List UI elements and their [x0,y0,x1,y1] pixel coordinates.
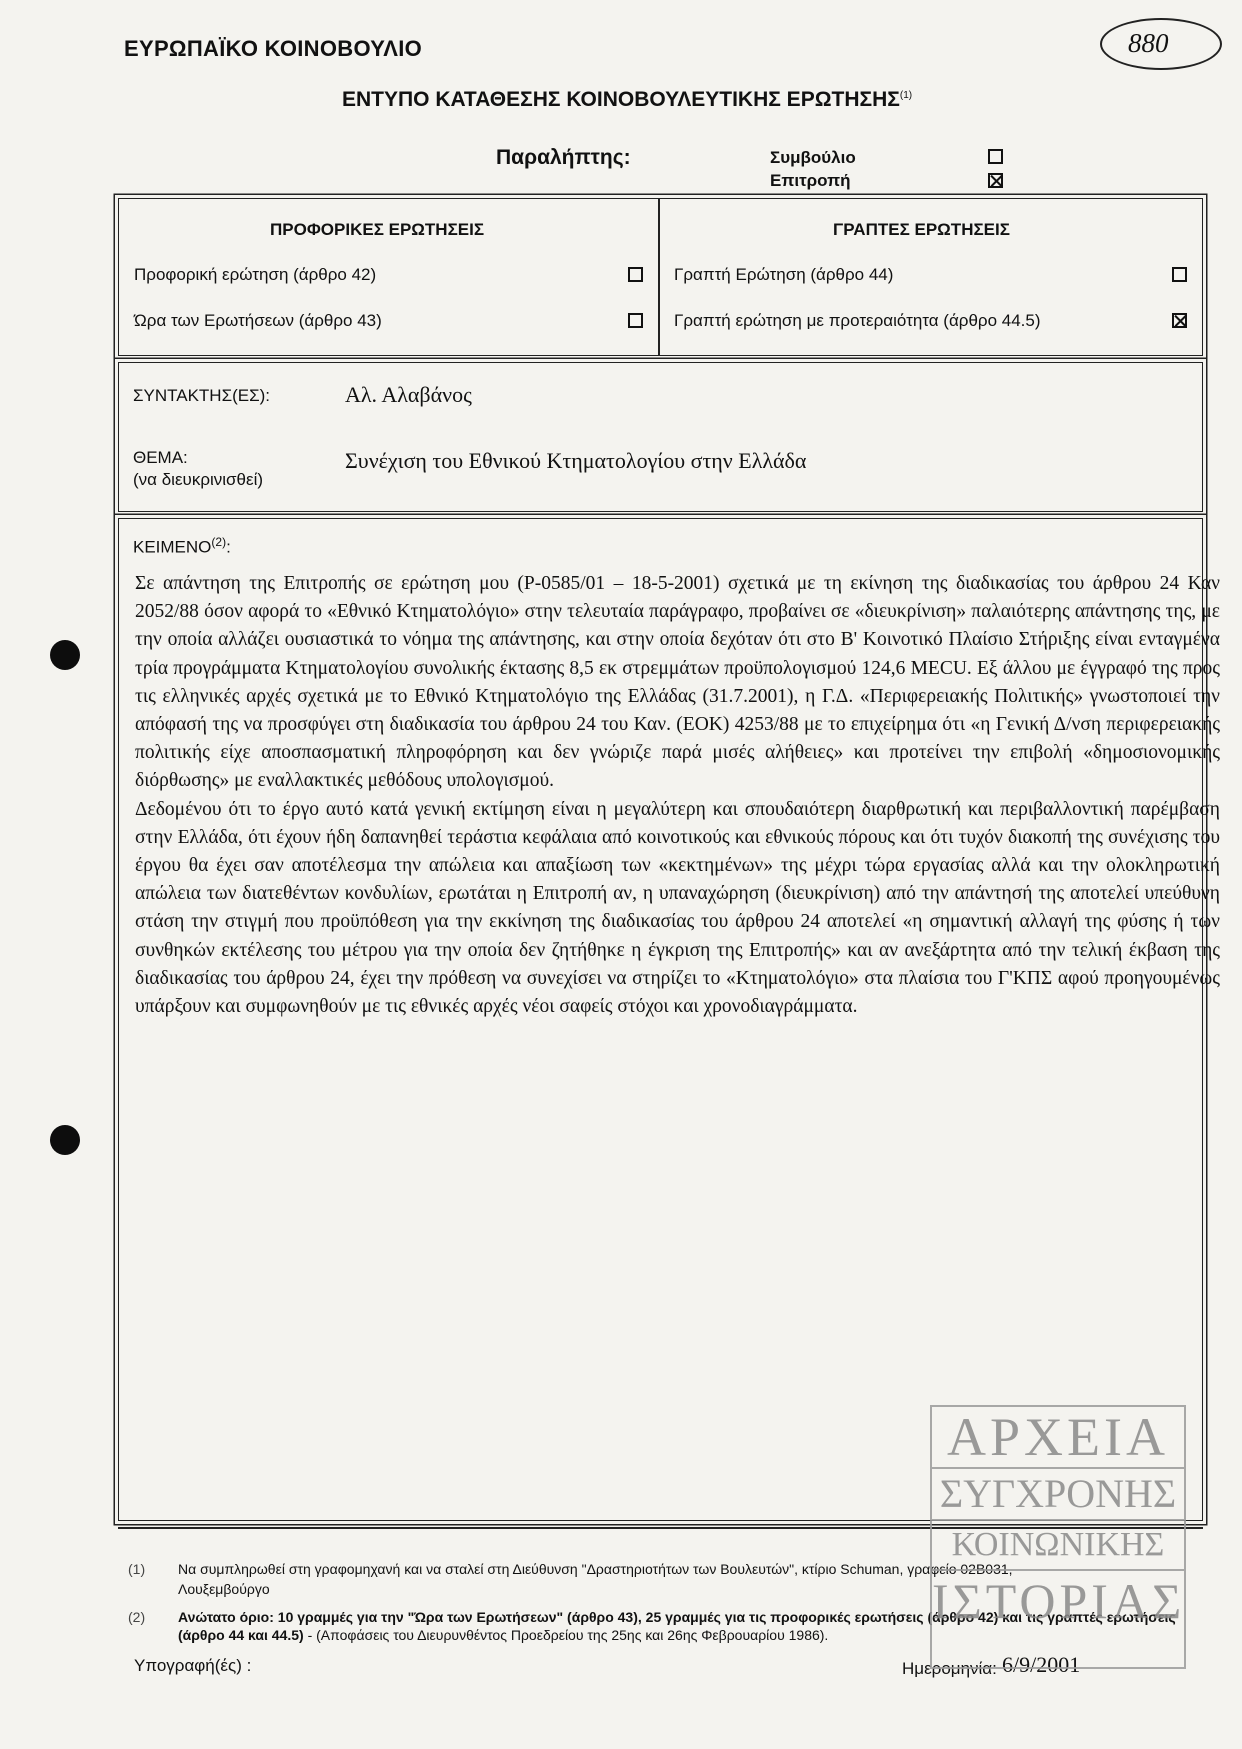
text-section-label [133,535,231,558]
archive-watermark-stamp [930,1405,1186,1669]
punch-hole-bottom [50,1125,80,1155]
question-time-label: Ώρα των Ερωτήσεων (άρθρο 43) [134,311,382,330]
stamp-line-4: ΙΣΤΟΡΙΑΣ [932,1569,1184,1631]
question-body [135,570,1220,1021]
recipient-commission-label: Επιτροπή [770,171,851,190]
date-value: 6/9/2001 [1002,1652,1081,1677]
text-label: ΚΕΙΜΕΝΟ [133,537,212,557]
written-question-label: Γραπτή Ερώτηση (άρθρο 44) [674,265,894,284]
recipient-council-label: Συμβούλιο [770,148,856,167]
recipient-label: Παραλήπτης: [496,146,631,169]
priority-written-question-checkbox[interactable] [1172,313,1187,328]
stamp-number: 880 [1128,28,1169,58]
text-label-footnote-ref: (2) [211,535,227,549]
footnote-1-line-1: Να συμπληρωθεί στη γραφομηχανή και να σταλεί στη Διεύθυνση "Δραστηριοτήτων των Βουλευτών", κτίριο Schuman, γραφείο 02B031, [178,1561,1013,1577]
priority-written-question-label: Γραπτή ερώτηση με προτεραιότητα (άρθρο 44.5) [674,311,1041,330]
footnote-2-rest: - (Αποφάσεις του Διευρυνθέντος Προεδρείου της 25ης και 26ης Φεβρουαρίου 1986). [303,1627,829,1643]
written-questions-heading: ΓΡΑΠΤΕΣ ΕΡΩΤΗΣΕΙΣ [833,220,1010,239]
footnote-2-marker: (2) [128,1609,146,1625]
stamp-line-1: ΑΡΧΕΙΑ [947,1407,1169,1467]
form-title [342,88,912,112]
question-paragraph-1: Σε απάντηση της Επιτροπής σε ερώτηση μου (P-0585/01 – 18-5-2001) σχετικά με τη εκίνηση της διαδικασίας του άρθρου 24 Καν 2052/88 όσον αφορά το «Εθνικό Κτηματολόγιο» στην τελευταία παράγραφο, προβαίνει σε «διευκρίνιση» παλαιότερης απάντησης της, με την οποία αλλάζει ουσιαστικά το νόημα της απάντησης, και στην οποία δεχόταν ότι στο Β' Κοινοτικό Πλαίσιο Στήριξης είναι ενταγμένα τρία προγράμματα Κτηματολογίου συνολικής έκτασης 8,5 εκ στρεμμάτων προϋπολογισμού 124,6 MECU. Εξ άλλου με έγγραφό της προς τις ελληνικές αρχές σχετικά με το Εθνικό Κτηματολόγιο της Ελλάδας (31.7.2001), η Γ.Δ. «Περιφερειακής Πολιτικής» γνωστοποιεί την απόφασή της να προσφύγει στη διαδικασία του άρθρου 24 του Καν. (ΕΟΚ) 4253/88 με το επιχείρημα ότι «η Γενική Δ/νση περιφερειακής πολιτικής είχε αποσπασματική πληροφόρηση και δεν γνώριζε παρά μισές αλήθειες» και προτείνει την επιβολή «δημοσιονομικής διόρθωσης» με εναλλακτικές μεθόδους υπολογισμού. [135,573,1220,792]
signature-label: Υπογραφή(ές) : [134,1656,252,1675]
recipient-council-checkbox[interactable] [988,149,1003,164]
question-paragraph-2: Δεδομένου ότι το έργο αυτό κατά γενική εκτίμηση είναι η μεγαλύτερη και σπουδαιότερη διαρθρωτική και περιβαλλοντική παρέμβαση στην Ελλάδα, ότι έχουν ήδη δαπανηθεί τεράστια κεφάλαια από κοινοτικούς και εθνικούς πόρους και ότι τυχόν διακοπή της συνέχισης του έργου θα έχει σαν αποτέλεσμα την απώλεια και απαξίωση των «κεκτημένων» της μέχρι τώρα εργασίας αλλά και την ολοκληρωτική απώλεια των διατεθέντων κονδυλίων, ερωτάται η Επιτροπή αν, η υπαναχώρηση (διευκρίνιση) από την απάντησή της αποτελεί υπεύθυνη στάση την στιγμή που προϋπόθεση για την εκκίνηση της διαδικασίας του άρθρου 24 αποτελεί «η σημαντική αλλαγή της φύσης ή των συνθηκών εκτέλεσης του μέτρου για την οποία δεν ζητήθηκε η έγκριση της Επιτροπής» και αν ανεξάρτητα από την τελική έκβαση της διαδικασίας του άρθρου 24, έχει την πρόθεση να συνεχίσει να στηρίζει το «Κτηματολόγιο» στα πλαίσια του Γ'ΚΠΣ αφού προηγουμένως υπάρξουν και συμφωνηθούν με τις εθνικές αρχές νέοι σαφείς στόχοι και χρονοδιαγράμματα. [135,798,1220,1018]
subject-label: ΘΕΜΑ: [133,448,188,467]
oral-question-checkbox[interactable] [628,267,643,282]
stamp-line-3: ΚΟΙΝΩΝΙΚΗΣ [932,1519,1184,1569]
author-subject-table [118,362,1203,512]
oral-questions-heading: ΠΡΟΦΟΡΙΚΕΣ ΕΡΩΤΗΣΕΙΣ [270,220,485,239]
question-time-checkbox[interactable] [628,313,643,328]
recipient-commission-checkbox[interactable] [988,173,1003,188]
subject-value: Συνέχιση του Εθνικού Κτηματολογίου στην Ελλάδα [345,448,807,473]
text-label-suffix: : [226,537,231,557]
form-title-footnote-ref: (1) [899,90,913,101]
footnote-2-bold: Ανώτατο όριο: 10 γραμμές για την "Ώρα των Ερωτήσεων" (άρθρο 43), 25 γραμμές για τις προφορικές ερωτήσεις (άρθρο 42) και τις γραπτές ερωτήσεις (άρθρο 44 και 44.5) [178,1609,1176,1643]
handwritten-number-stamp [1100,18,1222,70]
author-label: ΣΥΝΤΑΚΤΗΣ(ΕΣ): [133,386,270,405]
date-label: Ημερομηνία: [902,1659,997,1678]
footnote-1-marker: (1) [128,1561,146,1577]
subject-label-note: (να διευκρινισθεί) [133,470,264,489]
institution-name: ΕΥΡΩΠΑΪΚΟ ΚΟΙΝΟΒΟΥΛΙΟ [124,36,423,61]
table-divider [658,198,660,356]
footnote-1-line-2: Λουξεμβούργο [178,1581,270,1597]
written-question-checkbox[interactable] [1172,267,1187,282]
form-title-text: ΕΝΤΥΠΟ ΚΑΤΑΘΕΣΗΣ ΚΟΙΝΟΒΟΥΛΕΥΤΙΚΗΣ ΕΡΩΤΗΣΗΣ [342,88,900,111]
stamp-line-2: ΣΥΓΧΡΟΝΗΣ [932,1467,1184,1519]
oral-question-label: Προφορική ερώτηση (άρθρο 42) [134,265,377,284]
punch-hole-top [50,640,80,670]
author-value: Αλ. Αλαβάνος [345,382,472,407]
